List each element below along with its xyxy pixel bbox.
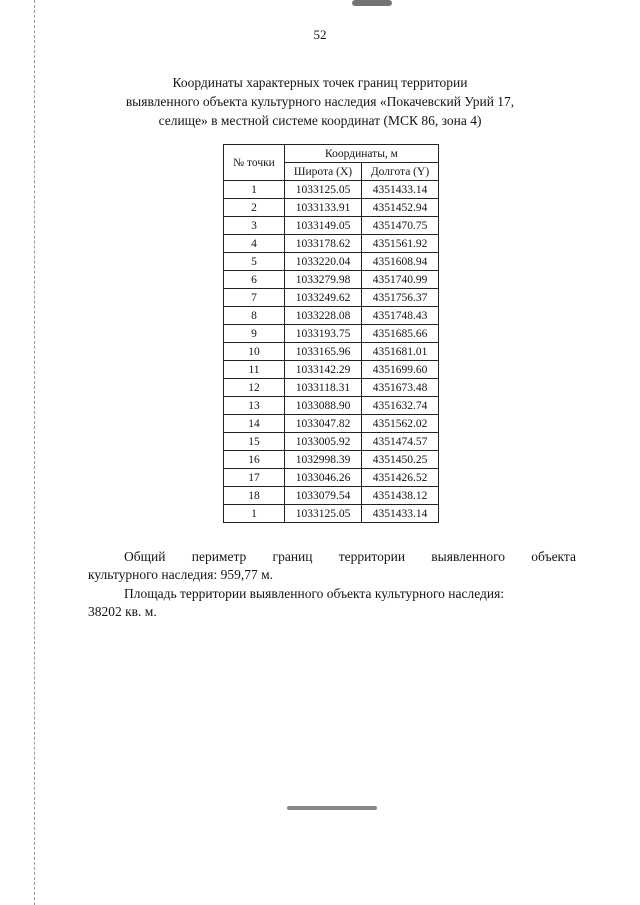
cell-point-no: 6	[224, 271, 285, 289]
cell-latitude: 1033165.96	[285, 343, 362, 361]
cell-latitude: 1033047.82	[285, 415, 362, 433]
area-line: Площадь территории выявленного объекта культурного наследия:	[124, 586, 505, 601]
cell-longitude: 4351756.37	[362, 289, 439, 307]
cell-longitude: 4351561.92	[362, 235, 439, 253]
table-row	[224, 505, 439, 523]
cell-latitude: 1033079.54	[285, 487, 362, 505]
cell-point-no: 14	[224, 415, 285, 433]
cell-longitude: 4351673.48	[362, 379, 439, 397]
table-row	[224, 361, 439, 379]
title-line: выявленного объекта культурного наследия «Покачевский Урий 17,	[125, 94, 515, 109]
cell-latitude: 1033005.92	[285, 433, 362, 451]
cell-point-no: 7	[224, 289, 285, 307]
header-longitude: Долгота (Y)	[362, 163, 439, 181]
table-row	[224, 433, 439, 451]
scan-artifact	[287, 806, 377, 810]
cell-point-no: 10	[224, 343, 285, 361]
cell-longitude: 4351474.57	[362, 433, 439, 451]
cell-point-no: 2	[224, 199, 285, 217]
cell-latitude: 1033118.31	[285, 379, 362, 397]
cell-longitude: 4351685.66	[362, 325, 439, 343]
cell-latitude: 1033249.62	[285, 289, 362, 307]
table-row	[224, 289, 439, 307]
title-line: селище» в местной системе координат (МСК 86, зона 4)	[158, 113, 482, 128]
cell-longitude: 4351740.99	[362, 271, 439, 289]
cell-longitude: 4351562.02	[362, 415, 439, 433]
cell-point-no: 5	[224, 253, 285, 271]
table-row	[224, 397, 439, 415]
cell-latitude: 1032998.39	[285, 451, 362, 469]
cell-latitude: 1033125.05	[285, 181, 362, 199]
cell-longitude: 4351748.43	[362, 307, 439, 325]
table-row	[224, 469, 439, 487]
table-row	[224, 271, 439, 289]
table-body	[224, 181, 439, 523]
table-row	[224, 217, 439, 235]
cell-longitude: 4351632.74	[362, 397, 439, 415]
table-row	[224, 199, 439, 217]
table-row	[224, 235, 439, 253]
cell-point-no: 16	[224, 451, 285, 469]
scan-artifact	[352, 0, 392, 6]
cell-latitude: 1033046.26	[285, 469, 362, 487]
cell-point-no: 1	[224, 505, 285, 523]
cell-point-no: 11	[224, 361, 285, 379]
header-latitude: Широта (X)	[285, 163, 362, 181]
cell-latitude: 1033133.91	[285, 199, 362, 217]
table-row	[224, 307, 439, 325]
table-row	[224, 343, 439, 361]
area-line: 38202 кв. м.	[88, 604, 157, 619]
cell-longitude: 4351681.01	[362, 343, 439, 361]
cell-longitude: 4351433.14	[362, 505, 439, 523]
table-row	[224, 181, 439, 199]
cell-longitude: 4351450.25	[362, 451, 439, 469]
table-row	[224, 325, 439, 343]
area-paragraph	[88, 585, 576, 621]
cell-latitude: 1033193.75	[285, 325, 362, 343]
table-row	[224, 253, 439, 271]
cell-latitude: 1033125.05	[285, 505, 362, 523]
title-line: Координаты характерных точек границ территории	[172, 75, 468, 90]
cell-longitude: 4351438.12	[362, 487, 439, 505]
cell-latitude: 1033149.05	[285, 217, 362, 235]
table-row	[224, 451, 439, 469]
cell-longitude: 4351699.60	[362, 361, 439, 379]
cell-longitude: 4351426.52	[362, 469, 439, 487]
cell-longitude: 4351452.94	[362, 199, 439, 217]
header-coordinates: Координаты, м	[285, 145, 439, 163]
cell-point-no: 12	[224, 379, 285, 397]
cell-point-no: 9	[224, 325, 285, 343]
cell-longitude: 4351470.75	[362, 217, 439, 235]
perimeter-line: культурного наследия: 959,77 м.	[88, 567, 274, 582]
cell-longitude: 4351608.94	[362, 253, 439, 271]
cell-point-no: 1	[224, 181, 285, 199]
cell-latitude: 1033088.90	[285, 397, 362, 415]
cell-latitude: 1033142.29	[285, 361, 362, 379]
cell-point-no: 18	[224, 487, 285, 505]
table-row	[224, 379, 439, 397]
perimeter-paragraph	[88, 548, 576, 584]
perimeter-line: Общий периметр границ территории выявленного объекта	[124, 549, 576, 564]
cell-latitude: 1033228.08	[285, 307, 362, 325]
cell-point-no: 4	[224, 235, 285, 253]
cell-longitude: 4351433.14	[362, 181, 439, 199]
cell-latitude: 1033220.04	[285, 253, 362, 271]
table-row	[224, 487, 439, 505]
cell-latitude: 1033178.62	[285, 235, 362, 253]
page-number: 52	[313, 27, 327, 42]
scan-margin-line	[34, 0, 36, 905]
table-row	[224, 415, 439, 433]
cell-point-no: 13	[224, 397, 285, 415]
cell-point-no: 3	[224, 217, 285, 235]
coordinates-table	[223, 144, 439, 523]
cell-point-no: 17	[224, 469, 285, 487]
cell-latitude: 1033279.98	[285, 271, 362, 289]
cell-point-no: 8	[224, 307, 285, 325]
document-title	[60, 73, 580, 130]
cell-point-no: 15	[224, 433, 285, 451]
header-point-no: № точки	[224, 145, 285, 181]
